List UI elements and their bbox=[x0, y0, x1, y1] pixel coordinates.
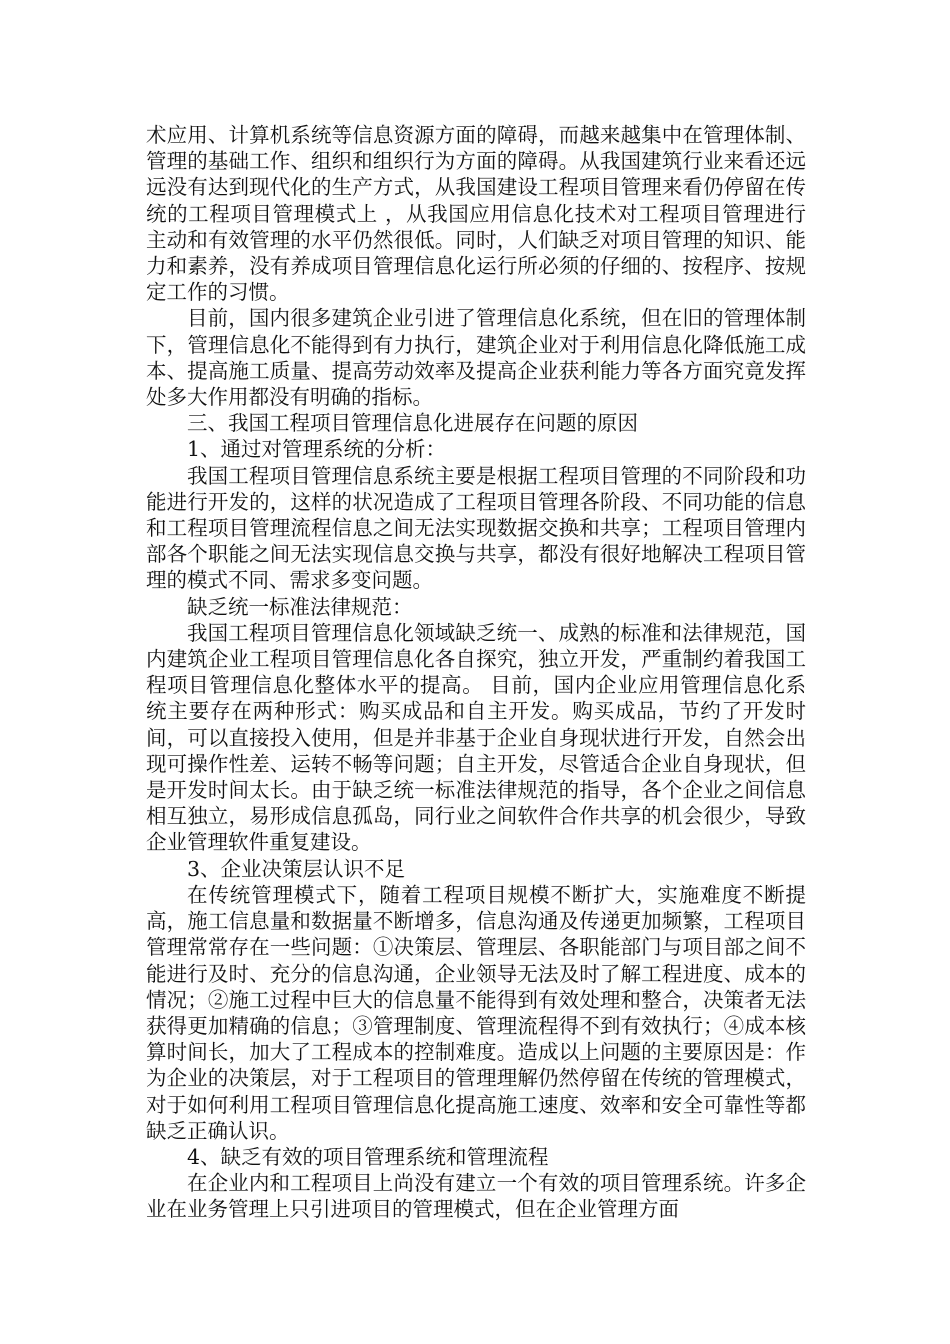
subheading-system-analysis: 1、通过对管理系统的分析： bbox=[187, 437, 447, 462]
paragraph-system-analysis: 我国工程项目管理信息系统主要是根据工程项目管理的不同阶段和功能进行开发的，这样的状况造成了工程项目管理各阶段、不同功能的信息和工程项目管理流程信息之间无法实现数据交换和共享；工程项目管理内部各个职能之间无法实现信息交换与共享，都没有很好地解决工程项目管理的模式不同、需求多变问题。 bbox=[146, 463, 806, 593]
document-page bbox=[146, 122, 806, 1223]
paragraph-continuation: 术应用、计算机系统等信息资源方面的障碍，而越来越集中在管理体制、管理的基础工作、组织和组织行为方面的障碍。从我国建筑行业来看还远远没有达到现代化的生产方式，从我国建设工程项目管理来看仍停留在传统的工程项目管理模式上 ，从我国应用信息化技术对工程项目管理进行主动和有效管理的水平仍然很低。同时，人们缺乏对项目管理的知识、能力和素养，没有养成项目管理信息化运行所必须的仔细的、按程序、按规定工作的习惯。 bbox=[146, 123, 806, 305]
subheading-management-system: 4、缺乏有效的项目管理系统和管理流程 bbox=[187, 1144, 549, 1169]
paragraph-management-system: 在企业内和工程项目上尚没有建立一个有效的项目管理系统。许多企业在业务管理上只引进项目的管理模式，但在企业管理方面 bbox=[146, 1171, 806, 1222]
paragraph-current-situation: 目前，国内很多建筑企业引进了管理信息化系统，但在旧的管理体制下，管理信息化不能得到有力执行，建筑企业对于利用信息化降低施工成本、提高施工质量、提高劳动效率及提高企业获利能力等各方面究竟发挥处多大作用都没有明确的指标。 bbox=[146, 306, 806, 410]
subheading-decision-layer: 3、企业决策层认识不足 bbox=[187, 856, 406, 881]
section-heading-causes: 三、我国工程项目管理信息化进展存在问题的原因 bbox=[187, 411, 638, 436]
paragraph-standards: 我国工程项目管理信息化领域缺乏统一、成熟的标准和法律规范，国内建筑企业工程项目管理信息化各自探究，独立开发，严重制约着我国工程项目管理信息化整体水平的提高。 目前，国内企业应用管理信息化系统主要存在两种形式：购买成品和自主开发。购买成品，节约了开发时间，可以直接投入使用，但是并非基于企业自身现状进行开发，自然会出现可操作性差、运转不畅等问题；自主开发，尽管适合企业自身现状，但是开发时间太长。由于缺乏统一标准法律规范的指导，各个企业之间信息相互独立，易形成信息孤岛，同行业之间软件合作共享的机会很少，导致企业管理软件重复建设。 bbox=[146, 620, 806, 855]
subheading-standards: 缺乏统一标准法律规范： bbox=[187, 594, 413, 619]
paragraph-decision-layer: 在传统管理模式下，随着工程项目规模不断扩大，实施难度不断提高，施工信息量和数据量不断增多，信息沟通及传递更加频繁，工程项目管理常常存在一些问题：①决策层、管理层、各职能部门与项目部之间不能进行及时、充分的信息沟通，企业领导无法及时了解工程进度、成本的情况；②施工过程中巨大的信息量不能得到有效处理和整合，决策者无法获得更加精确的信息；③管理制度、管理流程得不到有效执行；④成本核算时间长，加大了工程成本的控制难度。造成以上问题的主要原因是：作为企业的决策层，对于工程项目的管理理解仍然停留在传统的管理模式，对于如何利用工程项目管理信息化提高施工速度、效率和安全可靠性等都缺乏正确认识。 bbox=[146, 882, 806, 1143]
